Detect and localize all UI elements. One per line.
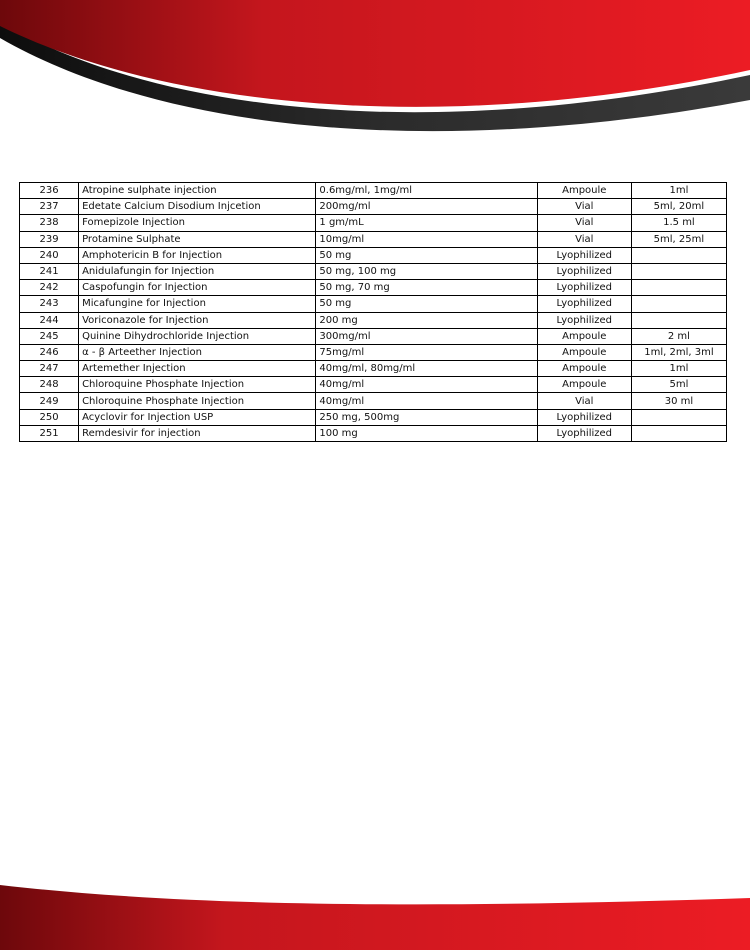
pack-volume-cell: 30 ml <box>631 393 726 409</box>
table-row <box>20 344 727 360</box>
pack-type-cell: Lyophilized <box>537 409 631 425</box>
pack-type-cell: Ampoule <box>537 328 631 344</box>
pack-volume-cell <box>631 312 726 328</box>
strength-cell: 100 mg <box>316 425 537 441</box>
table-row <box>20 361 727 377</box>
strength-cell: 40mg/ml <box>316 393 537 409</box>
strength-cell: 40mg/ml <box>316 377 537 393</box>
table-row <box>20 280 727 296</box>
item-number-cell: 242 <box>20 280 79 296</box>
pack-volume-cell <box>631 425 726 441</box>
pack-volume-cell: 1.5 ml <box>631 215 726 231</box>
product-name-cell: Protamine Sulphate <box>79 231 316 247</box>
pack-type-cell: Lyophilized <box>537 312 631 328</box>
footer-swoosh-banner <box>0 880 750 950</box>
footer-red-band <box>0 885 750 950</box>
pack-type-cell: Lyophilized <box>537 263 631 279</box>
product-name-cell: Edetate Calcium Disodium Injcetion <box>79 199 316 215</box>
product-name-cell: Remdesivir for injection <box>79 425 316 441</box>
pack-type-cell: Vial <box>537 231 631 247</box>
pack-volume-cell: 1ml <box>631 183 726 199</box>
pack-type-cell: Lyophilized <box>537 247 631 263</box>
item-number-cell: 240 <box>20 247 79 263</box>
pack-volume-cell: 5ml <box>631 377 726 393</box>
product-name-cell: Chloroquine Phosphate Injection <box>79 393 316 409</box>
strength-cell: 50 mg, 70 mg <box>316 280 537 296</box>
strength-cell: 50 mg <box>316 247 537 263</box>
product-name-cell: Artemether Injection <box>79 361 316 377</box>
table-row <box>20 328 727 344</box>
pack-type-cell: Vial <box>537 215 631 231</box>
item-number-cell: 247 <box>20 361 79 377</box>
pack-type-cell: Ampoule <box>537 377 631 393</box>
strength-cell: 40mg/ml, 80mg/ml <box>316 361 537 377</box>
table-row <box>20 409 727 425</box>
product-name-cell: Atropine sulphate injection <box>79 183 316 199</box>
pack-type-cell: Ampoule <box>537 344 631 360</box>
product-table-body <box>20 183 727 442</box>
product-name-cell: Voriconazole for Injection <box>79 312 316 328</box>
table-row <box>20 425 727 441</box>
item-number-cell: 244 <box>20 312 79 328</box>
pack-type-cell: Lyophilized <box>537 296 631 312</box>
product-name-cell: Anidulafungin for Injection <box>79 263 316 279</box>
pack-volume-cell <box>631 263 726 279</box>
product-name-cell: Caspofungin for Injection <box>79 280 316 296</box>
item-number-cell: 251 <box>20 425 79 441</box>
table-row <box>20 296 727 312</box>
pack-type-cell: Ampoule <box>537 361 631 377</box>
strength-cell: 250 mg, 500mg <box>316 409 537 425</box>
header-red-band <box>0 0 750 107</box>
table-row <box>20 247 727 263</box>
item-number-cell: 237 <box>20 199 79 215</box>
table-row <box>20 199 727 215</box>
strength-cell: 200mg/ml <box>316 199 537 215</box>
product-name-cell: Chloroquine Phosphate Injection <box>79 377 316 393</box>
strength-cell: 300mg/ml <box>316 328 537 344</box>
table-row <box>20 393 727 409</box>
pack-volume-cell <box>631 247 726 263</box>
item-number-cell: 246 <box>20 344 79 360</box>
table-row <box>20 377 727 393</box>
table-row <box>20 263 727 279</box>
pack-volume-cell <box>631 296 726 312</box>
pack-type-cell: Ampoule <box>537 183 631 199</box>
table-row <box>20 215 727 231</box>
strength-cell: 0.6mg/ml, 1mg/ml <box>316 183 537 199</box>
strength-cell: 50 mg, 100 mg <box>316 263 537 279</box>
header-swoosh-banner <box>0 0 750 150</box>
strength-cell: 50 mg <box>316 296 537 312</box>
item-number-cell: 245 <box>20 328 79 344</box>
item-number-cell: 239 <box>20 231 79 247</box>
table-row <box>20 312 727 328</box>
pack-volume-cell <box>631 280 726 296</box>
product-name-cell: Fomepizole Injection <box>79 215 316 231</box>
item-number-cell: 241 <box>20 263 79 279</box>
product-table <box>19 182 727 442</box>
pack-volume-cell: 1ml, 2ml, 3ml <box>631 344 726 360</box>
strength-cell: 10mg/ml <box>316 231 537 247</box>
pack-type-cell: Vial <box>537 393 631 409</box>
product-name-cell: Quinine Dihydrochloride Injection <box>79 328 316 344</box>
pack-type-cell: Vial <box>537 199 631 215</box>
product-name-cell: Acyclovir for Injection USP <box>79 409 316 425</box>
strength-cell: 1 gm/mL <box>316 215 537 231</box>
pack-type-cell: Lyophilized <box>537 280 631 296</box>
pack-volume-cell: 1ml <box>631 361 726 377</box>
pack-volume-cell: 2 ml <box>631 328 726 344</box>
pack-volume-cell: 5ml, 20ml <box>631 199 726 215</box>
item-number-cell: 250 <box>20 409 79 425</box>
product-name-cell: Micafungine for Injection <box>79 296 316 312</box>
pack-volume-cell <box>631 409 726 425</box>
strength-cell: 200 mg <box>316 312 537 328</box>
product-name-cell: Amphotericin B for Injection <box>79 247 316 263</box>
strength-cell: 75mg/ml <box>316 344 537 360</box>
item-number-cell: 236 <box>20 183 79 199</box>
table-row <box>20 183 727 199</box>
item-number-cell: 249 <box>20 393 79 409</box>
product-name-cell: α - β Arteether Injection <box>79 344 316 360</box>
pack-type-cell: Lyophilized <box>537 425 631 441</box>
table-row <box>20 231 727 247</box>
item-number-cell: 243 <box>20 296 79 312</box>
item-number-cell: 238 <box>20 215 79 231</box>
item-number-cell: 248 <box>20 377 79 393</box>
pack-volume-cell: 5ml, 25ml <box>631 231 726 247</box>
